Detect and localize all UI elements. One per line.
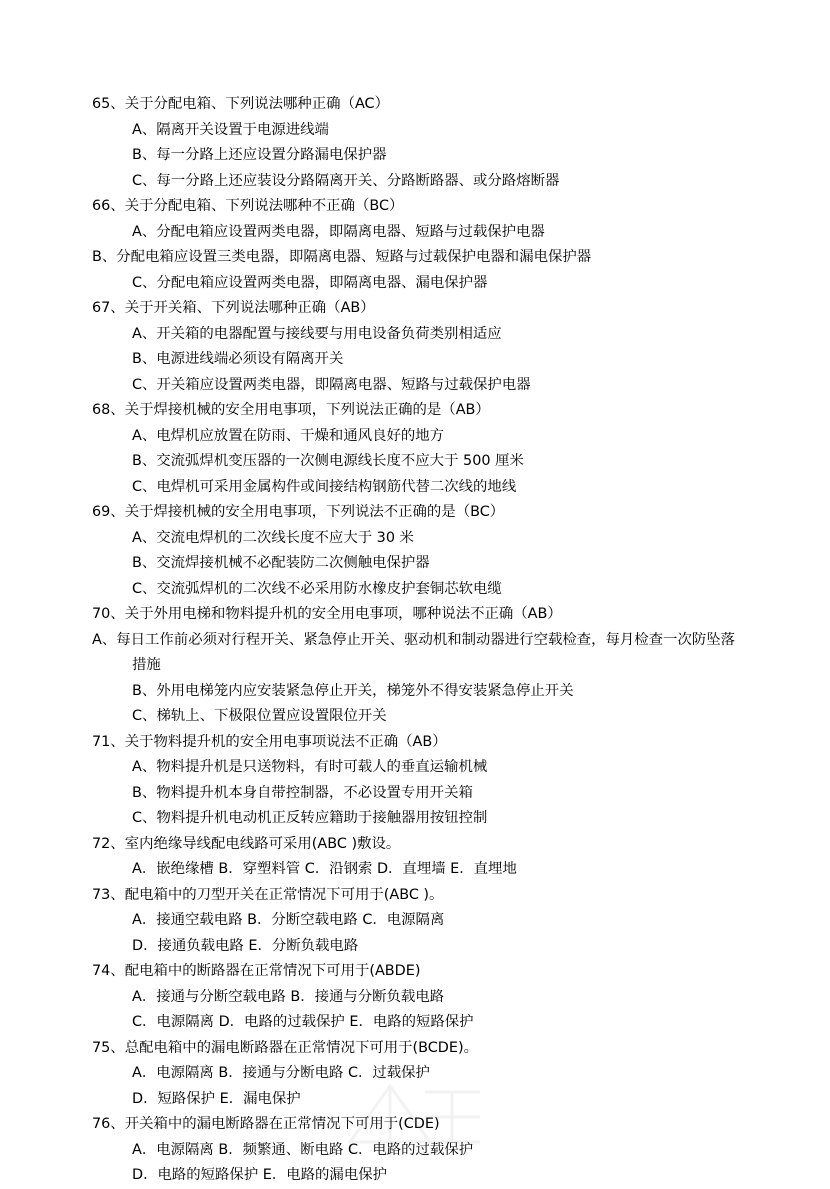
question-option: A、电焊机应放置在防雨、干燥和通风良好的地方 <box>132 427 445 444</box>
question-option: B、电源进线端必须设有隔离开关 <box>132 351 344 367</box>
question-option: B、外用电梯笼内应安装紧急停止开关，梯笼外不得安装紧急停止开关 <box>132 682 574 699</box>
question-stem: 66、关于分配电箱、下列说法哪种不正确（BC） <box>92 198 404 214</box>
question-block <box>92 1112 740 1189</box>
question-option: B、每一分路上还应设置分路漏电保护器 <box>132 147 387 163</box>
question-option: C、梯轨上、下极限位置应设置限位开关 <box>132 708 387 724</box>
question-stem: 69、关于焊接机械的安全用电事项，下列说法不正确的是（BC） <box>92 504 505 520</box>
question-option: A、交流电焊机的二次线长度不应大于 30 米 <box>132 529 414 546</box>
question-stem: 71、关于物料提升机的安全用电事项说法不正确（AB） <box>92 733 447 750</box>
question-option: A、隔离开关设置于电源进线端 <box>132 121 329 138</box>
question-block <box>92 730 740 832</box>
question-block <box>92 92 740 194</box>
question-option: A．电源隔离 B．接通与分断电路 C．过载保护 <box>132 1065 430 1081</box>
question-block <box>92 194 740 296</box>
question-stem: 73、配电箱中的刀型开关在正常情况下可用于(ABC )。 <box>92 886 444 903</box>
question-option: A、分配电箱应设置两类电器，即隔离电器、短路与过载保护电器 <box>132 223 545 240</box>
question-stem: 75、总配电箱中的漏电断路器在正常情况下可用于(BCDE)。 <box>92 1039 478 1056</box>
question-block <box>92 602 740 730</box>
question-option: A、开关箱的电器配置与接线要与用电设备负荷类别相适应 <box>132 325 502 342</box>
question-option: A、每日工作前必须对行程开关、紧急停止开关、驱动机和制动器进行空载检查，每月检查一次防坠落 措施 <box>92 631 736 673</box>
question-option: D．电路的短路保护 E．电路的漏电保护 <box>132 1167 387 1183</box>
question-option: C、电焊机可采用金属构件或间接结构钢筋代替二次线的地线 <box>132 478 517 495</box>
question-stem: 76、开关箱中的漏电断路器在正常情况下可用于(CDE) <box>92 1116 440 1132</box>
question-option: A．接通与分断空载电路 B．接通与分断负载电路 <box>132 988 445 1005</box>
question-option: A、物料提升机是只送物料，有时可载人的垂直运输机械 <box>132 759 488 775</box>
question-option: B、交流焊接机械不必配装防二次侧触电保护器 <box>132 555 430 571</box>
question-block <box>92 398 740 500</box>
question-block <box>92 959 740 1036</box>
question-stem: 68、关于焊接机械的安全用电事项，下列说法正确的是（AB） <box>92 402 490 418</box>
question-stem: 70、关于外用电梯和物料提升机的安全用电事项，哪种说法不正确（AB） <box>92 606 562 622</box>
question-option: D．短路保护 E．漏电保护 <box>132 1090 301 1107</box>
question-block <box>92 500 740 602</box>
question-block <box>92 1036 740 1113</box>
question-stem: 74、配电箱中的断路器在正常情况下可用于(ABDE) <box>92 963 421 979</box>
question-stem: 65、关于分配电箱、下列说法哪种正确（AC） <box>92 96 389 112</box>
question-option: B、物料提升机本身自带控制器，不必设置专用开关箱 <box>132 784 473 801</box>
question-option: A．电源隔离 B．频繁通、断电路 C．电路的过载保护 <box>132 1141 474 1158</box>
document-body <box>92 92 740 1189</box>
question-block <box>92 296 740 398</box>
question-option: C．电源隔离 D．电路的过载保护 E．电路的短路保护 <box>132 1014 474 1030</box>
question-option: B、分配电箱应设置三类电器，即隔离电器、短路与过载保护电器和漏电保护器 <box>92 249 592 265</box>
question-option: B、交流弧焊机变压器的一次侧电源线长度不应大于 500 厘米 <box>132 453 524 469</box>
question-option: D．接通负载电路 E．分断负载电路 <box>132 937 359 954</box>
question-option: A．接通空载电路 B．分断空载电路 C．电源隔离 <box>132 912 445 928</box>
question-option: C、开关箱应设置两类电器，即隔离电器、短路与过载保护电器 <box>132 376 531 393</box>
question-option: C、每一分路上还应装设分路隔离开关、分路断路器、或分路熔断器 <box>132 172 560 189</box>
question-block <box>92 883 740 960</box>
question-option: C、分配电箱应设置两类电器，即隔离电器、漏电保护器 <box>132 274 488 291</box>
question-option: A．嵌绝缘槽 B．穿塑料管 C．沿钢索 D．直埋墙 E．直埋地 <box>132 861 517 877</box>
question-stem: 72、室内绝缘导线配电线路可采用(ABC )敷设。 <box>92 835 401 852</box>
question-stem: 67、关于开关箱、下列说法哪种正确（AB） <box>92 300 375 316</box>
question-option: C、交流弧焊机的二次线不必采用防水橡皮护套铜芯软电缆 <box>132 580 502 597</box>
question-block <box>92 832 740 883</box>
question-option: C、物料提升机电动机正反转应籍助于接触器用按钮控制 <box>132 810 488 826</box>
